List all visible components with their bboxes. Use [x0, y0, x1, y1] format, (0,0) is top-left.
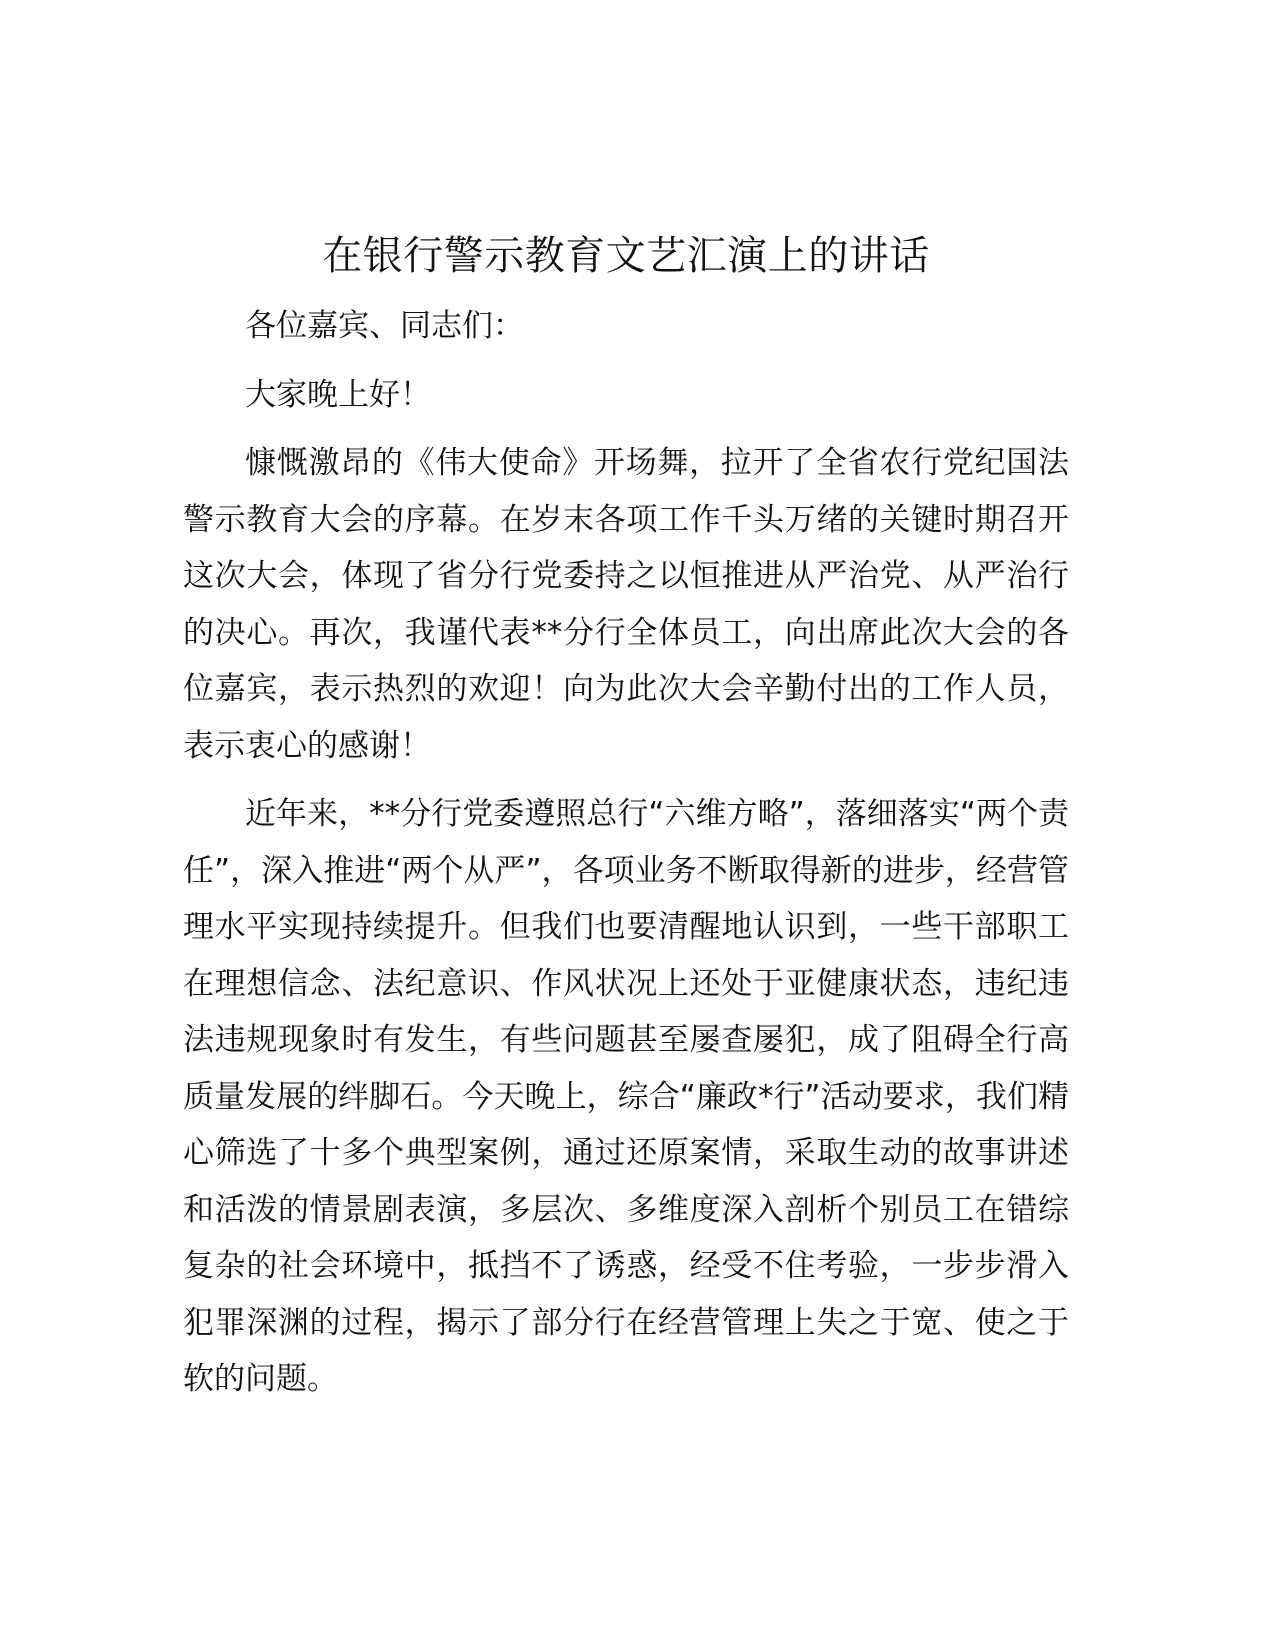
greeting: 大家晚上好！	[245, 376, 431, 413]
paragraph-recent-years: 近年来，**分行党委遵照总行“六维方略”，落细落实“两个责任”，深入推进“两个从严”，各项业务不断取得新的进步，经营管理水平实现持续提升。但我们也要清醒地认识到，一些干部职工在理想信念、法纪意识、作风状况上还处于亚健康状态，违纪违法违规现象时有发生，有些问题甚至屡查屡犯，成了阻碍全行高质量发展的绊脚石。今天晚上，综合“廉政*行”活动要求，我们精心筛选了十多个典型案例，通过还原案情，采取生动的故事讲述和活泼的情景剧表演，多层次、多维度深入剖析个别员工在错综复杂的社会环境中，抵挡不了诱惑，经受不住考验，一步步滑入犯罪深渊的过程，揭示了部分行在经营管理上失之于宽、使之于软的问题。	[183, 796, 1069, 1397]
salutation: 各位嘉宾、同志们：	[245, 308, 524, 344]
document-body	[183, 228, 1069, 1420]
paragraph-opening: 慷慨激昂的《伟大使命》开场舞，拉开了全省农行党纪国法警示教育大会的序幕。在岁末各项工作千头万绪的关键时期召开这次大会，体现了省分行党委持之以恒推进从严治党、从严治行的决心。再次，我谨代表**分行全体员工，向出席此次大会的各位嘉宾，表示热烈的欢迎！向为此次大会辛勤付出的工作人员，表示衷心的感谢！	[183, 445, 1069, 764]
document-title: 在银行警示教育文艺汇演上的讲话	[322, 233, 930, 279]
